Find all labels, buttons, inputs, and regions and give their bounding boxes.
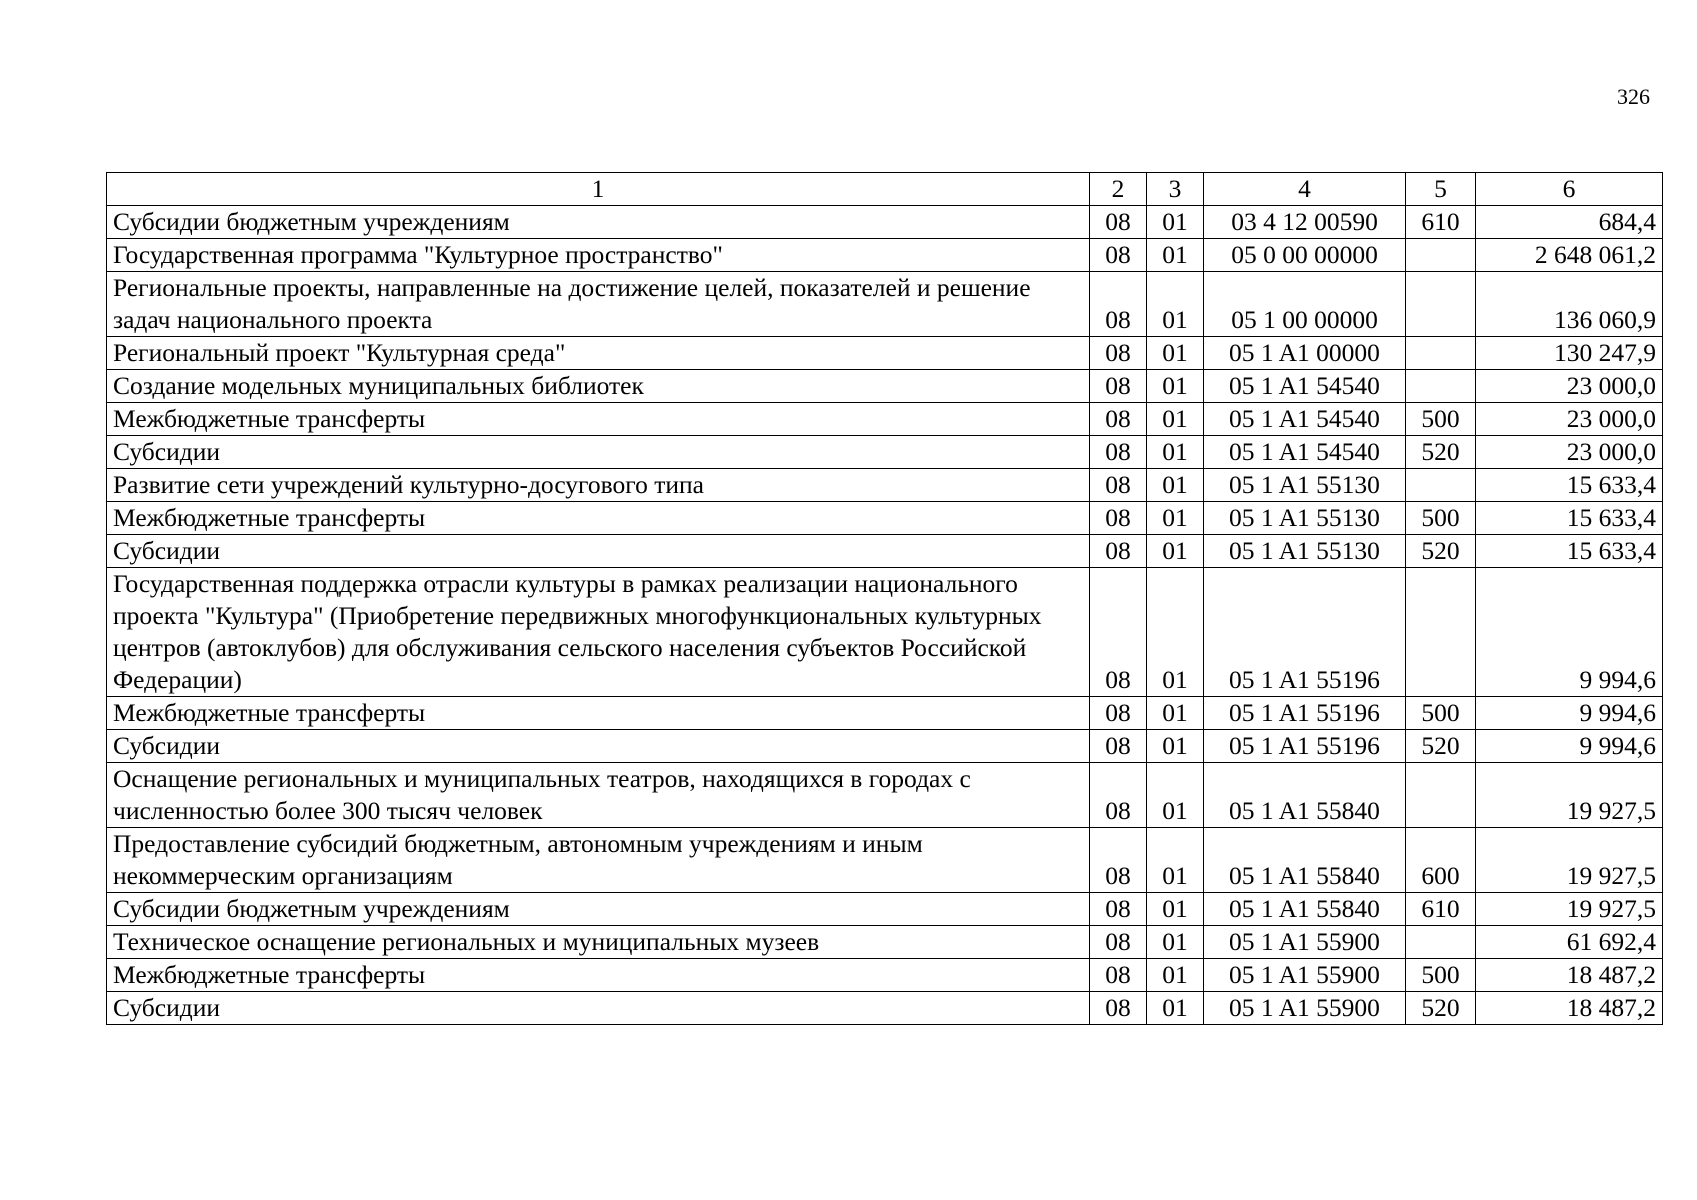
row-section-cell: 08 bbox=[1090, 926, 1147, 959]
row-target-article-cell: 05 1 A1 55900 bbox=[1204, 992, 1406, 1025]
row-expense-type-cell: 500 bbox=[1406, 697, 1476, 730]
row-name-cell: Субсидии bbox=[107, 730, 1090, 763]
row-subsection-cell: 01 bbox=[1147, 272, 1204, 337]
row-subsection-cell: 01 bbox=[1147, 730, 1204, 763]
row-target-article-cell: 03 4 12 00590 bbox=[1204, 206, 1406, 239]
row-subsection-cell: 01 bbox=[1147, 893, 1204, 926]
row-amount-cell: 15 633,4 bbox=[1476, 535, 1663, 568]
row-subsection-cell: 01 bbox=[1147, 469, 1204, 502]
row-amount-cell: 9 994,6 bbox=[1476, 697, 1663, 730]
row-amount-cell: 130 247,9 bbox=[1476, 337, 1663, 370]
row-name-cell: Субсидии бюджетным учреждениям bbox=[107, 893, 1090, 926]
row-expense-type-cell bbox=[1406, 568, 1476, 697]
row-subsection-cell: 01 bbox=[1147, 828, 1204, 893]
row-section-cell: 08 bbox=[1090, 959, 1147, 992]
row-subsection-cell: 01 bbox=[1147, 992, 1204, 1025]
row-section-cell: 08 bbox=[1090, 535, 1147, 568]
row-amount-cell: 18 487,2 bbox=[1476, 992, 1663, 1025]
row-amount-cell: 23 000,0 bbox=[1476, 370, 1663, 403]
table-row bbox=[107, 436, 1663, 469]
page-number: 326 bbox=[1617, 84, 1650, 109]
row-expense-type-cell: 500 bbox=[1406, 959, 1476, 992]
row-target-article-cell: 05 1 A1 55130 bbox=[1204, 535, 1406, 568]
table-body bbox=[107, 173, 1663, 1025]
row-expense-type-cell bbox=[1406, 337, 1476, 370]
table-row bbox=[107, 370, 1663, 403]
row-expense-type-cell bbox=[1406, 469, 1476, 502]
row-amount-cell: 136 060,9 bbox=[1476, 272, 1663, 337]
row-amount-cell: 23 000,0 bbox=[1476, 403, 1663, 436]
row-subsection-cell: 01 bbox=[1147, 436, 1204, 469]
table-row bbox=[107, 502, 1663, 535]
row-subsection-cell: 01 bbox=[1147, 926, 1204, 959]
row-section-cell: 08 bbox=[1090, 893, 1147, 926]
row-target-article-cell: 05 1 A1 55840 bbox=[1204, 763, 1406, 828]
row-name-cell: Субсидии бюджетным учреждениям bbox=[107, 206, 1090, 239]
row-target-article-cell: 05 1 A1 55196 bbox=[1204, 697, 1406, 730]
row-subsection-cell: 01 bbox=[1147, 959, 1204, 992]
row-target-article-cell: 05 1 A1 54540 bbox=[1204, 403, 1406, 436]
table-row bbox=[107, 337, 1663, 370]
table-row bbox=[107, 828, 1663, 893]
row-target-article-cell: 05 1 A1 55130 bbox=[1204, 502, 1406, 535]
row-expense-type-cell: 520 bbox=[1406, 436, 1476, 469]
row-amount-cell: 19 927,5 bbox=[1476, 893, 1663, 926]
table-row bbox=[107, 568, 1663, 697]
row-target-article-cell: 05 1 A1 00000 bbox=[1204, 337, 1406, 370]
row-expense-type-cell bbox=[1406, 926, 1476, 959]
row-section-cell: 08 bbox=[1090, 370, 1147, 403]
row-amount-cell: 19 927,5 bbox=[1476, 763, 1663, 828]
table-row bbox=[107, 403, 1663, 436]
row-name-cell: Оснащение региональных и муниципальных театров, находящихся в городах с численностью более 300 тысяч человек bbox=[107, 763, 1090, 828]
table-row bbox=[107, 272, 1663, 337]
table-row bbox=[107, 239, 1663, 272]
row-expense-type-cell: 520 bbox=[1406, 730, 1476, 763]
row-section-cell: 08 bbox=[1090, 828, 1147, 893]
row-section-cell: 08 bbox=[1090, 502, 1147, 535]
table-header-row bbox=[107, 173, 1663, 206]
row-section-cell: 08 bbox=[1090, 239, 1147, 272]
table-row bbox=[107, 206, 1663, 239]
row-expense-type-cell: 600 bbox=[1406, 828, 1476, 893]
row-target-article-cell: 05 1 A1 55196 bbox=[1204, 730, 1406, 763]
row-section-cell: 08 bbox=[1090, 697, 1147, 730]
row-expense-type-cell: 520 bbox=[1406, 535, 1476, 568]
row-expense-type-cell: 500 bbox=[1406, 502, 1476, 535]
table-row bbox=[107, 535, 1663, 568]
row-name-cell: Межбюджетные трансферты bbox=[107, 959, 1090, 992]
table-row bbox=[107, 926, 1663, 959]
row-expense-type-cell: 610 bbox=[1406, 206, 1476, 239]
row-subsection-cell: 01 bbox=[1147, 206, 1204, 239]
row-name-cell: Региональный проект "Культурная среда" bbox=[107, 337, 1090, 370]
row-name-cell: Техническое оснащение региональных и муниципальных музеев bbox=[107, 926, 1090, 959]
budget-table bbox=[106, 172, 1663, 1025]
row-target-article-cell: 05 1 A1 55900 bbox=[1204, 959, 1406, 992]
row-expense-type-cell bbox=[1406, 239, 1476, 272]
row-name-cell: Межбюджетные трансферты bbox=[107, 403, 1090, 436]
row-section-cell: 08 bbox=[1090, 568, 1147, 697]
row-name-cell: Субсидии bbox=[107, 535, 1090, 568]
row-name-cell: Региональные проекты, направленные на достижение целей, показателей и решение задач национального проекта bbox=[107, 272, 1090, 337]
row-name-cell: Государственная программа "Культурное пространство" bbox=[107, 239, 1090, 272]
row-expense-type-cell: 520 bbox=[1406, 992, 1476, 1025]
row-amount-cell: 2 648 061,2 bbox=[1476, 239, 1663, 272]
row-amount-cell: 19 927,5 bbox=[1476, 828, 1663, 893]
row-target-article-cell: 05 1 A1 55900 bbox=[1204, 926, 1406, 959]
row-target-article-cell: 05 1 A1 55196 bbox=[1204, 568, 1406, 697]
row-target-article-cell: 05 0 00 00000 bbox=[1204, 239, 1406, 272]
header-cell-1: 1 bbox=[107, 173, 1090, 206]
row-expense-type-cell bbox=[1406, 272, 1476, 337]
row-amount-cell: 18 487,2 bbox=[1476, 959, 1663, 992]
row-subsection-cell: 01 bbox=[1147, 763, 1204, 828]
header-cell-5: 5 bbox=[1406, 173, 1476, 206]
row-subsection-cell: 01 bbox=[1147, 239, 1204, 272]
header-cell-2: 2 bbox=[1090, 173, 1147, 206]
row-subsection-cell: 01 bbox=[1147, 502, 1204, 535]
table-row bbox=[107, 763, 1663, 828]
row-name-cell: Субсидии bbox=[107, 436, 1090, 469]
row-name-cell: Государственная поддержка отрасли культуры в рамках реализации национального проекта "Культура" (Приобретение передвижных многофункциональных культурных центров (автоклубов) для обслуживания сельского населения субъектов Российской Федерации) bbox=[107, 568, 1090, 697]
row-amount-cell: 15 633,4 bbox=[1476, 502, 1663, 535]
header-cell-6: 6 bbox=[1476, 173, 1663, 206]
row-expense-type-cell: 500 bbox=[1406, 403, 1476, 436]
row-section-cell: 08 bbox=[1090, 337, 1147, 370]
table-row bbox=[107, 992, 1663, 1025]
row-subsection-cell: 01 bbox=[1147, 568, 1204, 697]
row-name-cell: Межбюджетные трансферты bbox=[107, 502, 1090, 535]
row-name-cell: Субсидии bbox=[107, 992, 1090, 1025]
row-subsection-cell: 01 bbox=[1147, 403, 1204, 436]
row-section-cell: 08 bbox=[1090, 403, 1147, 436]
row-target-article-cell: 05 1 A1 55130 bbox=[1204, 469, 1406, 502]
row-section-cell: 08 bbox=[1090, 272, 1147, 337]
row-amount-cell: 9 994,6 bbox=[1476, 568, 1663, 697]
row-target-article-cell: 05 1 A1 54540 bbox=[1204, 370, 1406, 403]
row-expense-type-cell bbox=[1406, 763, 1476, 828]
row-section-cell: 08 bbox=[1090, 763, 1147, 828]
table-row bbox=[107, 469, 1663, 502]
row-amount-cell: 23 000,0 bbox=[1476, 436, 1663, 469]
row-subsection-cell: 01 bbox=[1147, 337, 1204, 370]
table-row bbox=[107, 893, 1663, 926]
row-target-article-cell: 05 1 A1 54540 bbox=[1204, 436, 1406, 469]
row-section-cell: 08 bbox=[1090, 992, 1147, 1025]
row-target-article-cell: 05 1 00 00000 bbox=[1204, 272, 1406, 337]
row-amount-cell: 61 692,4 bbox=[1476, 926, 1663, 959]
row-section-cell: 08 bbox=[1090, 469, 1147, 502]
row-section-cell: 08 bbox=[1090, 206, 1147, 239]
row-target-article-cell: 05 1 A1 55840 bbox=[1204, 828, 1406, 893]
row-subsection-cell: 01 bbox=[1147, 370, 1204, 403]
row-name-cell: Создание модельных муниципальных библиотек bbox=[107, 370, 1090, 403]
row-subsection-cell: 01 bbox=[1147, 697, 1204, 730]
header-cell-4: 4 bbox=[1204, 173, 1406, 206]
row-subsection-cell: 01 bbox=[1147, 535, 1204, 568]
row-expense-type-cell bbox=[1406, 370, 1476, 403]
row-expense-type-cell: 610 bbox=[1406, 893, 1476, 926]
header-cell-3: 3 bbox=[1147, 173, 1204, 206]
row-name-cell: Предоставление субсидий бюджетным, автономным учреждениям и иным некоммерческим организациям bbox=[107, 828, 1090, 893]
table-row bbox=[107, 697, 1663, 730]
row-section-cell: 08 bbox=[1090, 730, 1147, 763]
table-row bbox=[107, 730, 1663, 763]
row-amount-cell: 9 994,6 bbox=[1476, 730, 1663, 763]
row-amount-cell: 684,4 bbox=[1476, 206, 1663, 239]
row-target-article-cell: 05 1 A1 55840 bbox=[1204, 893, 1406, 926]
table-row bbox=[107, 959, 1663, 992]
row-section-cell: 08 bbox=[1090, 436, 1147, 469]
row-name-cell: Межбюджетные трансферты bbox=[107, 697, 1090, 730]
row-amount-cell: 15 633,4 bbox=[1476, 469, 1663, 502]
row-name-cell: Развитие сети учреждений культурно-досугового типа bbox=[107, 469, 1090, 502]
